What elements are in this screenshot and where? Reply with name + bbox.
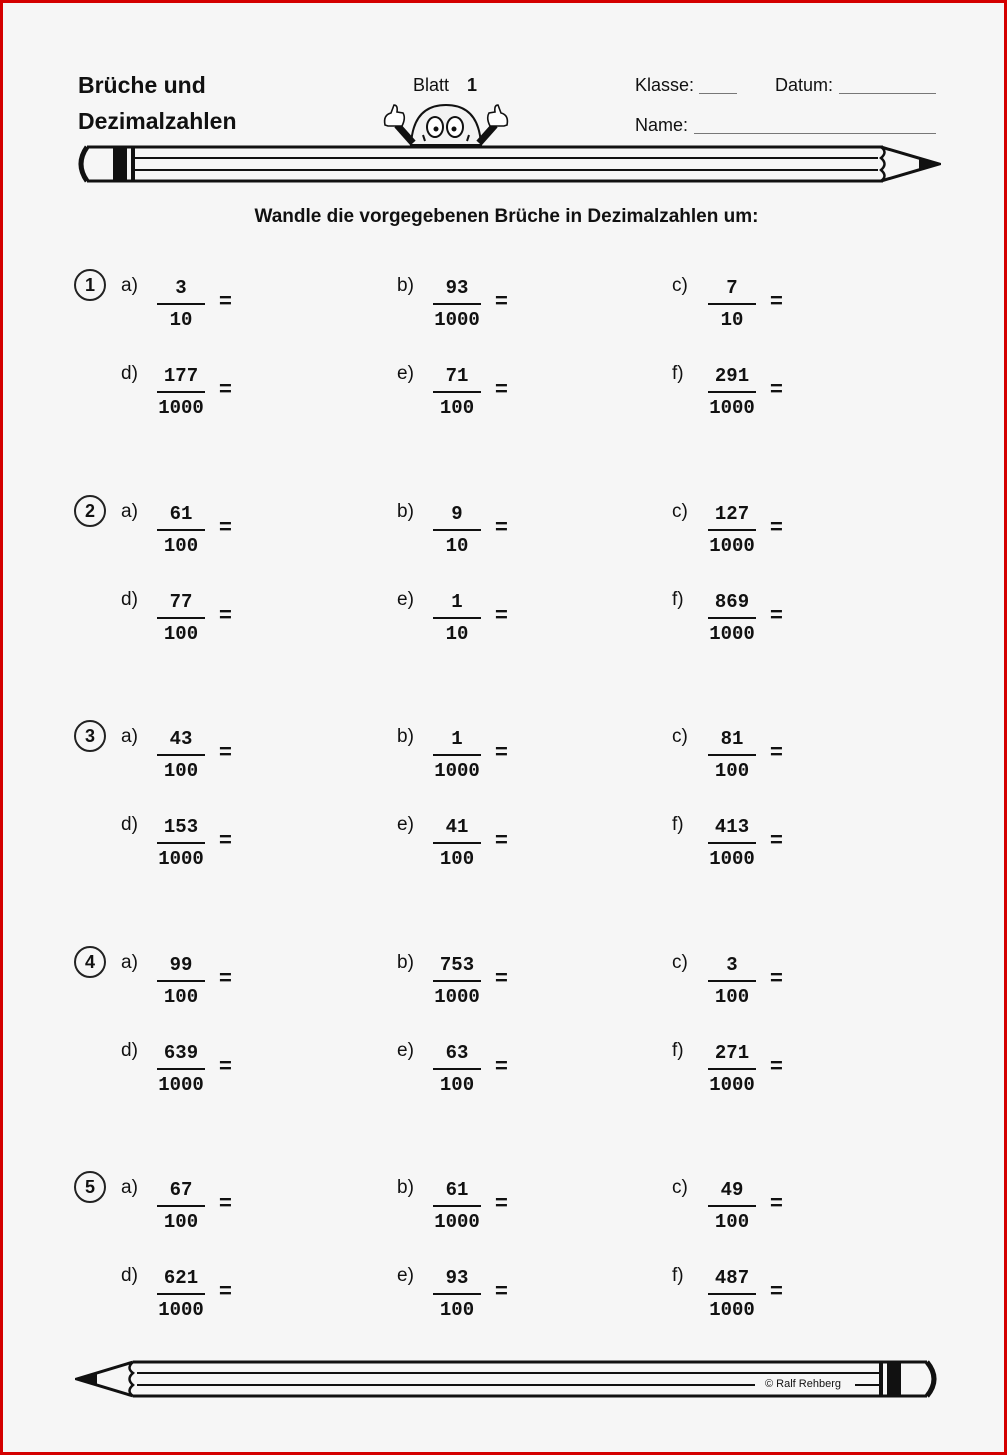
answer-area[interactable] <box>515 285 635 313</box>
item-letter: b) <box>397 275 414 296</box>
answer-area[interactable] <box>790 1050 910 1078</box>
fraction-numerator: 487 <box>714 1267 750 1289</box>
equals-sign: = <box>495 964 508 990</box>
answer-area[interactable] <box>790 1275 910 1303</box>
equals-sign: = <box>495 288 508 313</box>
sheet-label: Blatt <box>413 75 450 95</box>
fraction-numerator: 127 <box>714 502 750 525</box>
item-letter: f) <box>672 363 684 384</box>
fraction-denominator: 1000 <box>709 534 755 557</box>
item-letter: e) <box>397 588 414 610</box>
fraction-denominator: 100 <box>439 848 475 870</box>
equals-sign: = <box>770 1278 783 1303</box>
item-letter: a) <box>121 275 138 296</box>
answer-area[interactable] <box>515 962 635 990</box>
fraction-denominator: 1000 <box>709 1299 755 1321</box>
fraction-numerator: 3 <box>726 953 738 976</box>
item-letter: e) <box>397 363 414 384</box>
name-field[interactable] <box>694 133 936 134</box>
fraction-numerator: 63 <box>445 1041 469 1064</box>
equals-sign: = <box>219 964 232 990</box>
fraction-denominator: 1000 <box>434 760 480 782</box>
item-letter: a) <box>121 1177 138 1198</box>
fraction-numerator: 49 <box>720 1179 744 1201</box>
fraction-denominator: 10 <box>445 622 469 645</box>
fraction-denominator: 1000 <box>434 1211 480 1233</box>
fraction-bar <box>708 1205 756 1207</box>
fraction-numerator: 9 <box>451 502 463 525</box>
fraction-numerator: 61 <box>445 1179 469 1201</box>
fraction-bar <box>157 980 205 982</box>
item-letter: d) <box>121 1265 138 1286</box>
fraction-bar <box>433 980 481 982</box>
top-pencil-icon <box>73 143 941 185</box>
equals-sign: = <box>770 1190 783 1215</box>
item-letter: b) <box>397 951 414 973</box>
answer-area[interactable] <box>239 1275 359 1303</box>
fraction-denominator: 100 <box>439 397 475 419</box>
exercise-number: 1 <box>74 269 106 301</box>
equals-sign: = <box>495 601 508 627</box>
answer-area[interactable] <box>239 1187 359 1215</box>
fraction-numerator: 3 <box>175 277 187 299</box>
exercise-number: 2 <box>74 495 106 527</box>
item-letter: a) <box>121 951 138 973</box>
date-label: Datum: <box>775 75 834 95</box>
answer-area[interactable] <box>515 599 635 627</box>
fraction-bar <box>433 303 481 305</box>
equals-sign: = <box>495 1190 508 1215</box>
fraction-bar <box>708 980 756 982</box>
smiley-mascot-icon <box>371 101 521 147</box>
fraction-bar <box>157 754 205 756</box>
item-letter: d) <box>121 588 138 610</box>
fraction-bar <box>157 842 205 844</box>
fraction-numerator: 639 <box>163 1041 199 1064</box>
answer-area[interactable] <box>790 285 910 313</box>
fraction-denominator: 100 <box>163 1211 199 1233</box>
fraction-numerator: 413 <box>714 816 750 838</box>
fraction-bar <box>433 754 481 756</box>
equals-sign: = <box>219 1278 232 1303</box>
item-letter: f) <box>672 588 684 610</box>
worksheet-title-line1: Brüche und <box>78 72 206 98</box>
worksheet-title-line2: Dezimalzahlen <box>78 108 237 134</box>
fraction-denominator: 1000 <box>158 1299 204 1321</box>
sheet-number: 1 <box>467 75 478 95</box>
answer-area[interactable] <box>239 1050 359 1078</box>
fraction-numerator: 291 <box>714 365 750 387</box>
answer-area[interactable] <box>515 824 635 852</box>
fraction-numerator: 753 <box>439 953 475 976</box>
equals-sign: = <box>770 288 783 313</box>
fraction-denominator: 100 <box>163 985 199 1008</box>
fraction-bar <box>157 617 205 619</box>
fraction-denominator: 100 <box>714 760 750 782</box>
item-letter: b) <box>397 500 414 522</box>
fraction-bar <box>708 1068 756 1070</box>
answer-area[interactable] <box>790 373 910 401</box>
fraction-denominator: 10 <box>720 309 744 331</box>
fraction-numerator: 99 <box>169 953 193 976</box>
fraction-bar <box>708 391 756 393</box>
equals-sign: = <box>219 739 232 764</box>
instruction-text: Wandle die vorgegebenen Brüche in Dezimalzahlen um: <box>254 206 759 227</box>
answer-area[interactable] <box>515 1275 635 1303</box>
fraction-bar <box>433 842 481 844</box>
item-letter: d) <box>121 814 138 835</box>
equals-sign: = <box>219 601 232 627</box>
fraction-numerator: 93 <box>445 1267 469 1289</box>
fraction-numerator: 41 <box>445 816 469 838</box>
fraction-numerator: 93 <box>445 277 469 299</box>
fraction-denominator: 1000 <box>158 848 204 870</box>
equals-sign: = <box>770 827 783 852</box>
copyright-text: © Ralf Rehberg <box>765 1378 841 1390</box>
equals-sign: = <box>219 1190 232 1215</box>
answer-area[interactable] <box>515 511 635 539</box>
equals-sign: = <box>219 376 232 401</box>
fraction-bar <box>433 529 481 531</box>
class-label: Klasse: <box>635 75 695 95</box>
answer-area[interactable] <box>790 962 910 990</box>
item-letter: d) <box>121 363 138 384</box>
fraction-bar <box>157 1205 205 1207</box>
item-letter: f) <box>672 1039 684 1061</box>
answer-area[interactable] <box>790 1187 910 1215</box>
answer-area[interactable] <box>515 373 635 401</box>
fraction-denominator: 1000 <box>158 397 204 419</box>
item-letter: a) <box>121 500 138 522</box>
fraction-bar <box>157 391 205 393</box>
item-letter: e) <box>397 1265 414 1286</box>
fraction-numerator: 71 <box>445 365 469 387</box>
fraction-numerator: 81 <box>720 728 744 750</box>
equals-sign: = <box>495 1278 508 1303</box>
fraction-bar <box>708 303 756 305</box>
fraction-denominator: 100 <box>714 1211 750 1233</box>
answer-area[interactable] <box>515 736 635 764</box>
fraction-denominator: 1000 <box>709 848 755 870</box>
equals-sign: = <box>770 601 783 627</box>
fraction-bar <box>708 617 756 619</box>
answer-area[interactable] <box>239 962 359 990</box>
equals-sign: = <box>495 376 508 401</box>
fraction-bar <box>433 1068 481 1070</box>
answer-area[interactable] <box>239 373 359 401</box>
answer-area[interactable] <box>515 1050 635 1078</box>
fraction-numerator: 271 <box>714 1041 750 1064</box>
item-letter: b) <box>397 726 414 747</box>
answer-area[interactable] <box>239 736 359 764</box>
equals-sign: = <box>770 739 783 764</box>
equals-sign: = <box>770 1052 783 1078</box>
fraction-denominator: 10 <box>169 309 193 331</box>
item-letter: b) <box>397 1177 414 1198</box>
fraction-denominator: 1000 <box>434 985 480 1008</box>
date-field[interactable] <box>839 93 936 94</box>
item-letter: c) <box>672 951 688 973</box>
fraction-bar <box>157 1293 205 1295</box>
fraction-numerator: 7 <box>726 277 738 299</box>
equals-sign: = <box>495 739 508 764</box>
fraction-numerator: 1 <box>451 590 463 613</box>
fraction-numerator: 621 <box>163 1267 199 1289</box>
fraction-numerator: 153 <box>163 816 199 838</box>
fraction-numerator: 43 <box>169 728 193 750</box>
fraction-denominator: 100 <box>439 1299 475 1321</box>
equals-sign: = <box>770 513 783 539</box>
class-field[interactable] <box>699 93 737 94</box>
item-letter: e) <box>397 1039 414 1061</box>
fraction-numerator: 1 <box>451 728 463 750</box>
equals-sign: = <box>495 513 508 539</box>
item-letter: c) <box>672 275 688 296</box>
exercise-number: 4 <box>74 946 106 978</box>
fraction-bar <box>433 1293 481 1295</box>
fraction-denominator: 100 <box>714 985 750 1008</box>
answer-area[interactable] <box>515 1187 635 1215</box>
fraction-numerator: 77 <box>169 590 193 613</box>
fraction-denominator: 100 <box>163 534 199 557</box>
fraction-denominator: 100 <box>439 1073 475 1096</box>
item-letter: f) <box>672 814 684 835</box>
equals-sign: = <box>219 513 232 539</box>
fraction-bar <box>157 303 205 305</box>
exercise-number: 5 <box>74 1171 106 1203</box>
fraction-numerator: 67 <box>169 1179 193 1201</box>
item-letter: d) <box>121 1039 138 1061</box>
item-letter: c) <box>672 1177 688 1198</box>
item-letter: c) <box>672 500 688 522</box>
fraction-bar <box>708 1293 756 1295</box>
fraction-denominator: 1000 <box>434 309 480 331</box>
fraction-denominator: 100 <box>163 760 199 782</box>
fraction-denominator: 10 <box>445 534 469 557</box>
fraction-bar <box>157 1068 205 1070</box>
item-letter: f) <box>672 1265 684 1286</box>
fraction-denominator: 1000 <box>709 397 755 419</box>
fraction-bar <box>433 1205 481 1207</box>
name-label: Name: <box>635 115 689 135</box>
equals-sign: = <box>495 827 508 852</box>
answer-area[interactable] <box>790 824 910 852</box>
equals-sign: = <box>770 964 783 990</box>
equals-sign: = <box>219 827 232 852</box>
equals-sign: = <box>495 1052 508 1078</box>
answer-area[interactable] <box>239 824 359 852</box>
item-letter: c) <box>672 726 688 747</box>
fraction-bar <box>157 529 205 531</box>
answer-area[interactable] <box>790 599 910 627</box>
fraction-bar <box>708 754 756 756</box>
fraction-bar <box>433 617 481 619</box>
fraction-numerator: 177 <box>163 365 199 387</box>
fraction-denominator: 1000 <box>158 1073 204 1096</box>
exercise-number: 3 <box>74 720 106 752</box>
answer-area[interactable] <box>790 511 910 539</box>
item-letter: e) <box>397 814 414 835</box>
answer-area[interactable] <box>239 599 359 627</box>
answer-area[interactable] <box>239 285 359 313</box>
fraction-bar <box>433 391 481 393</box>
answer-area[interactable] <box>790 736 910 764</box>
fraction-bar <box>708 529 756 531</box>
answer-area[interactable] <box>239 511 359 539</box>
fraction-bar <box>708 842 756 844</box>
equals-sign: = <box>770 376 783 401</box>
fraction-denominator: 1000 <box>709 1073 755 1096</box>
equals-sign: = <box>219 288 232 313</box>
fraction-numerator: 869 <box>714 590 750 613</box>
item-letter: a) <box>121 726 138 747</box>
equals-sign: = <box>219 1052 232 1078</box>
fraction-denominator: 100 <box>163 622 199 645</box>
fraction-numerator: 61 <box>169 502 193 525</box>
fraction-denominator: 1000 <box>709 622 755 645</box>
